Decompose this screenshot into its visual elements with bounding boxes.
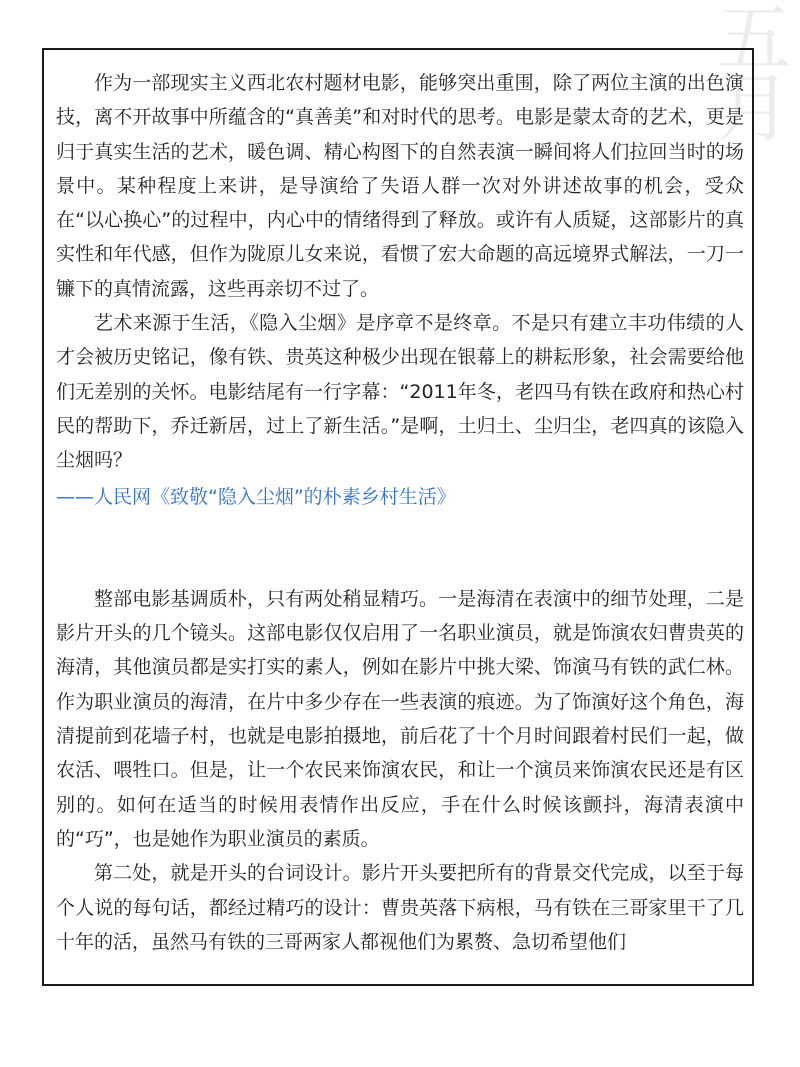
source-citation: ——人民网《致敬“隐入尘烟”的朴素乡村生活》: [56, 485, 456, 508]
article-frame: [42, 48, 754, 986]
paragraph-dialogue: 第二处，就是开头的台词设计。影片开头要把所有的背景交代完成，以至于每个人说的每句话，都经过精巧的设计：曹贵英落下病根，马有铁在三哥家里干了几十年的活，虽然马有铁的三哥两家人都视他们为累赘、急切希望他们: [56, 862, 744, 953]
paragraph-tone: 整部电影基调质朴，只有两处稍显精巧。一是海清在表演中的细节处理，二是影片开头的几个镜头。这部电影仅仅启用了一名职业演员，就是饰演农妇曹贵英的海清，其他演员都是实打实的素人，例如在影片中挑大梁、饰演马有铁的武仁林。作为职业演员的海清，在片中多少存在一些表演的痕迹。为了饰演好这个角色，海清提前到花墙子村，也就是电影拍摄地，前后花了十个月时间跟着村民们一起，做农活、喂牲口。但是，让一个农民来饰演农民，和让一个演员来饰演农民还是有区别的。如何在适当的时候用表情作出反应，手在什么时候该颤抖，海清表演中的“巧”，也是她作为职业演员的素质。: [56, 587, 744, 850]
paragraph-art-source: 艺术来源于生活，《隐入尘烟》是序章不是终章。不是只有建立丰功伟绩的人才会被历史铭记，像有铁、贵英这种极少出现在银幕上的耕耘形象，社会需要给他们无差别的关怀。电影结尾有一行字幕：“2011年冬，老四马有铁在政府和热心村民的帮助下，乔迁新居，过上了新生活。”是啊，土归土、尘归尘，老四真的该隐入尘烟吗？: [56, 312, 744, 472]
paragraph-realism: 作为一部现实主义西北农村题材电影，能够突出重围，除了两位主演的出色演技，离不开故事中所蕴含的“真善美”和对时代的思考。电影是蒙太奇的艺术，更是归于真实生活的艺术，暖色调、精心构图下的自然表演一瞬间将人们拉回当时的场景中。某种程度上来讲，是导演给了失语人群一次对外讲述故事的机会，受众在“以心换心”的过程中，内心中的情绪得到了释放。或许有人质疑，这部影片的真实性和年代感，但作为陇原儿女来说，看惯了宏大命题的高远境界式解法，一刀一镰下的真情流露，这些再亲切不过了。: [56, 72, 744, 300]
section-spacer: [56, 514, 744, 582]
watermark-logo: 五 月: [717, 0, 791, 152]
article-content: [56, 66, 744, 959]
